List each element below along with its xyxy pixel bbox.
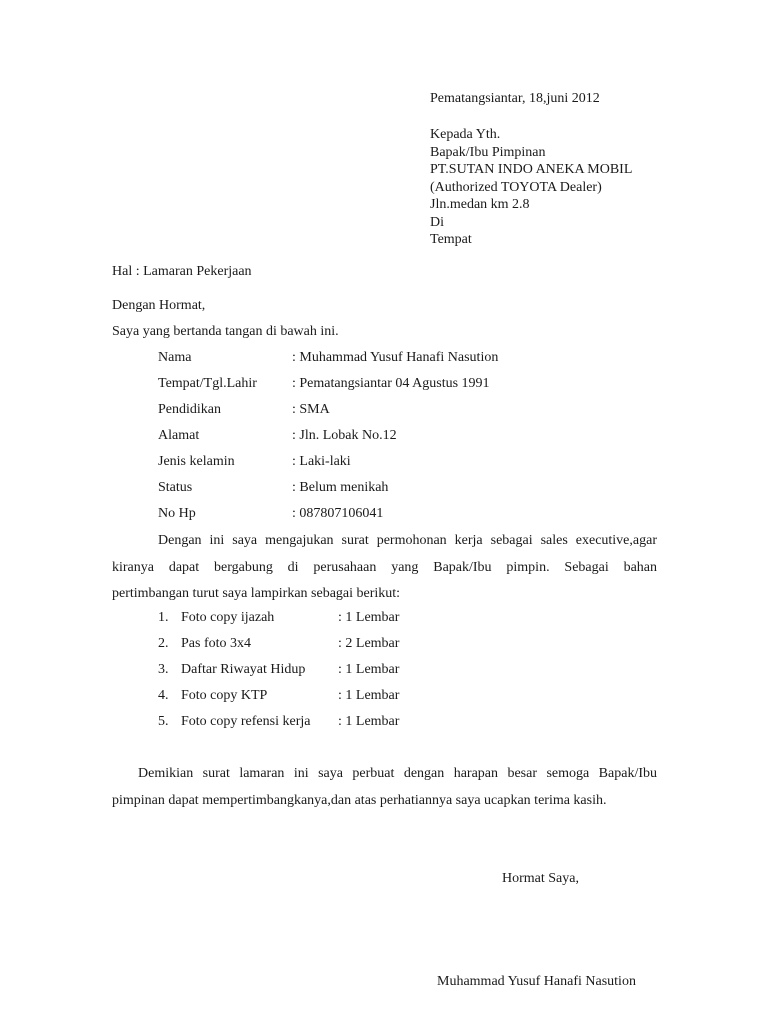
recipient-line: Bapak/Ibu Pimpinan bbox=[430, 144, 546, 160]
detail-value: : Belum menikah bbox=[292, 480, 389, 495]
detail-row bbox=[158, 480, 388, 496]
recipient-line: Tempat bbox=[430, 232, 472, 247]
list-item bbox=[158, 636, 399, 652]
attachment-name: Foto copy refensi kerja bbox=[181, 714, 311, 729]
detail-row bbox=[158, 454, 351, 470]
list-item bbox=[158, 662, 399, 678]
detail-value: : SMA bbox=[292, 402, 330, 417]
recipient-block bbox=[430, 126, 632, 249]
detail-row bbox=[158, 402, 330, 418]
attachment-name: Pas foto 3x4 bbox=[181, 636, 251, 651]
closing-paragraph bbox=[112, 761, 657, 814]
list-item bbox=[158, 610, 399, 626]
list-item bbox=[158, 714, 399, 730]
attachment-name: Daftar Riwayat Hidup bbox=[181, 662, 306, 677]
detail-label: Pendidikan bbox=[158, 402, 221, 417]
signature-name: Muhammad Yusuf Hanafi Nasution bbox=[437, 974, 636, 989]
paragraph-line: Dengan ini saya mengajukan surat permohonan kerja sebagai sales executive,agar bbox=[158, 533, 657, 548]
subject-line: Hal : Lamaran Pekerjaan bbox=[112, 264, 252, 279]
recipient-line: PT.SUTAN INDO ANEKA MOBIL bbox=[430, 162, 633, 177]
paragraph-line: pertimbangan turut saya lampirkan sebagai berikut: bbox=[112, 586, 401, 601]
place-date: Pematangsiantar, 18,juni 2012 bbox=[430, 91, 600, 106]
list-item bbox=[158, 688, 399, 704]
detail-label: Status bbox=[158, 480, 193, 495]
detail-row bbox=[158, 428, 397, 444]
attachment-qty: : 1 Lembar bbox=[338, 714, 400, 729]
detail-row bbox=[158, 350, 498, 366]
list-number: 4. bbox=[158, 688, 169, 703]
attachment-name: Foto copy ijazah bbox=[181, 610, 275, 625]
attachment-qty: : 1 Lembar bbox=[338, 662, 400, 677]
body-paragraph bbox=[112, 528, 657, 608]
attachment-name: Foto copy KTP bbox=[181, 688, 268, 703]
list-number: 2. bbox=[158, 636, 169, 651]
list-number: 1. bbox=[158, 610, 169, 625]
intro-line: Saya yang bertanda tangan di bawah ini. bbox=[112, 324, 339, 339]
list-number: 3. bbox=[158, 662, 169, 677]
attachment-qty: : 1 Lembar bbox=[338, 688, 400, 703]
greeting: Dengan Hormat, bbox=[112, 298, 206, 313]
attachment-qty: : 2 Lembar bbox=[338, 636, 400, 651]
detail-label: No Hp bbox=[158, 506, 196, 521]
signoff: Hormat Saya, bbox=[502, 871, 579, 886]
detail-row bbox=[158, 376, 490, 392]
detail-value: : Jln. Lobak No.12 bbox=[292, 428, 397, 443]
detail-label: Nama bbox=[158, 350, 192, 365]
paragraph-line: Demikian surat lamaran ini saya perbuat dengan harapan besar semoga Bapak/Ibu bbox=[138, 766, 657, 781]
paragraph-line: kiranya dapat bergabung di perusahaan yang Bapak/Ibu pimpin. Sebagai bahan bbox=[112, 559, 657, 575]
detail-row bbox=[158, 506, 383, 522]
recipient-line: Di bbox=[430, 214, 444, 230]
recipient-line: Jln.medan km 2.8 bbox=[430, 197, 530, 212]
paragraph-line: pimpinan dapat mempertimbangkanya,dan atas perhatiannya saya ucapkan terima kasih. bbox=[112, 792, 607, 808]
detail-label: Alamat bbox=[158, 428, 200, 443]
detail-label: Jenis kelamin bbox=[158, 454, 235, 469]
recipient-line: Kepada Yth. bbox=[430, 127, 501, 142]
detail-value: : 087807106041 bbox=[292, 506, 384, 521]
detail-value: : Muhammad Yusuf Hanafi Nasution bbox=[292, 350, 499, 365]
detail-label: Tempat/Tgl.Lahir bbox=[158, 376, 257, 391]
attachment-qty: : 1 Lembar bbox=[338, 610, 400, 625]
list-number: 5. bbox=[158, 714, 169, 729]
detail-value: : Pematangsiantar 04 Agustus 1991 bbox=[292, 376, 490, 391]
detail-value: : Laki-laki bbox=[292, 454, 351, 469]
recipient-line: (Authorized TOYOTA Dealer) bbox=[430, 179, 602, 195]
